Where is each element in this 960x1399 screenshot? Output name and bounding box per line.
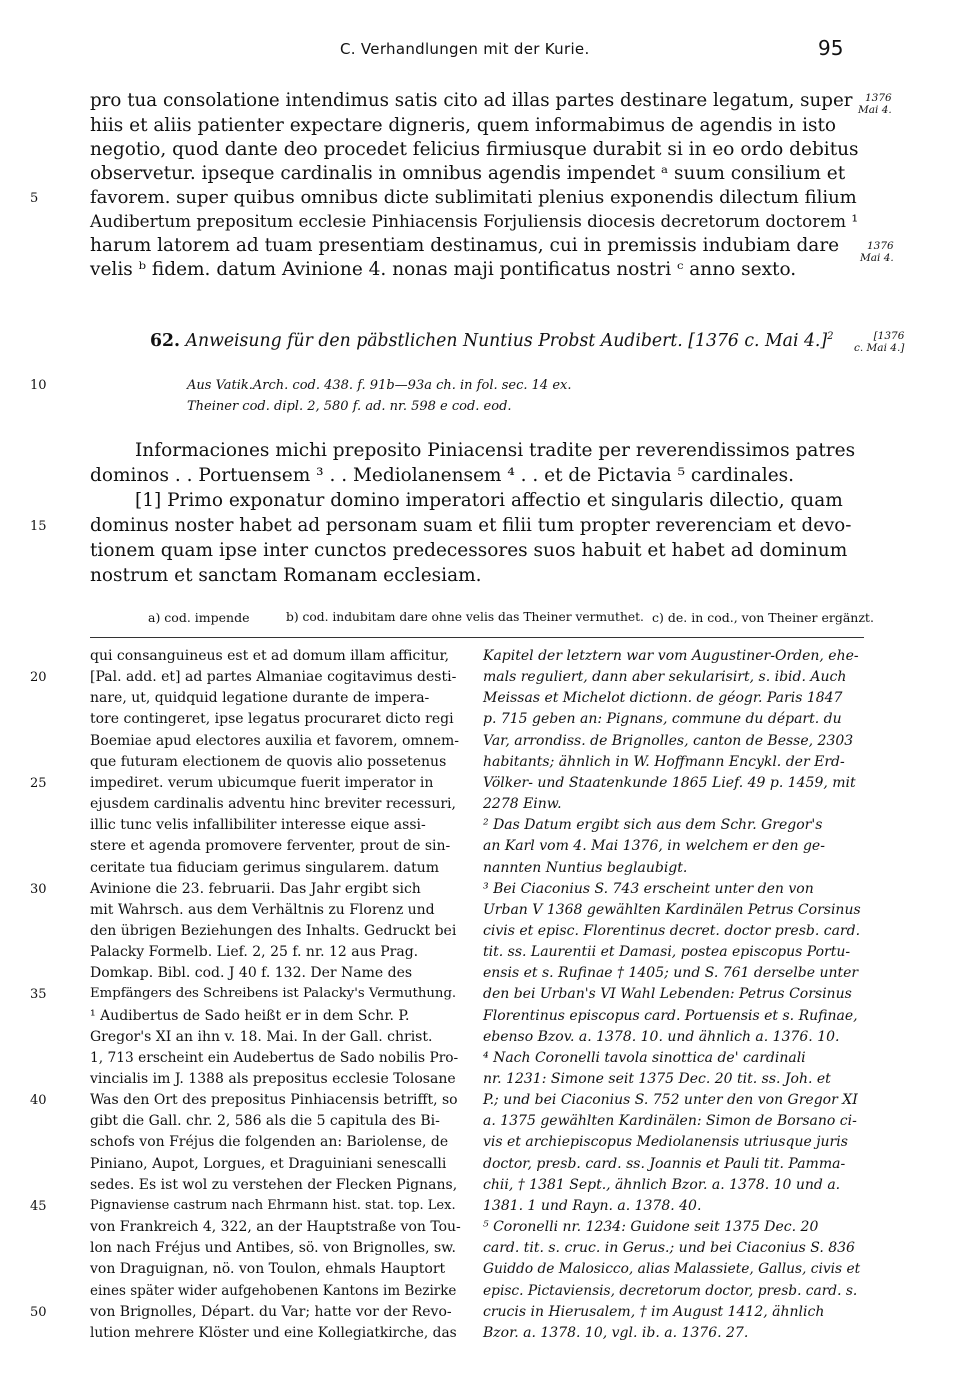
text-line: favorem. super quibus omnibus dicte sublimitati plenius exponendis dilectum filium (90, 187, 857, 208)
footnote-line: Florentinus episcopus card. Portuensis et s. Rufinae, (483, 1007, 858, 1024)
footnote-line: Avinione die 23. februarii. Das Jahr ergibt sich (90, 880, 421, 897)
footnote-line: ebenso Bzov. a. 1378. 10. und ähnlich a. 1376. 10. (483, 1028, 840, 1045)
text-line: negotio, quod dante deo procedet felicius firmiusque durabit si in eo ordo debitus (90, 139, 859, 160)
footnote-line: lon nach Fréjus und Antibes, sö. von Brignolles, sw. (90, 1240, 456, 1257)
footnote-line: crucis in Hierusalem, † im August 1412, ähnlich (483, 1303, 825, 1320)
footnote-line: Bzor. a. 1378. 10, vgl. ib. a. 1376. 27. (483, 1324, 749, 1341)
footnote-line: gibt die Gall. chr. 2, 586 als die 5 capitula des Bi- (90, 1113, 440, 1130)
footnote-line: mals reguliert, dann aber sekularisirt, s. ibid. Auch (483, 669, 847, 686)
document-heading (150, 331, 834, 351)
line-number: 50 (30, 1304, 47, 1320)
text-line: hiis et aliis patienter expectare digneris, quem informabimus de agendis in isto (90, 115, 837, 136)
footnote-line: 1381. 1 und Rayn. a. 1378. 40. (483, 1197, 702, 1214)
document-title: Anweisung für den päbstlichen Nuntius Probst Audibert. [1376 c. Mai 4.] (185, 331, 828, 351)
text-line: dominos . . Portuensem ³ . . Mediolanensem ⁴ . . et de Pictavia ⁵ cardinales. (90, 465, 795, 486)
footnote-line: habitants; ähnlich in W. Hoffmann Encykl. der Erd- (483, 753, 845, 770)
footnote-line: nannten Nuntius beglaubigt. (483, 859, 688, 876)
footnote-line: mit Wahrsch. aus dem Verhältnis zu Florenz und (90, 901, 435, 918)
footnote-line: Gregor's XI an ihn v. 18. Mai. In der Gall. christ. (90, 1028, 433, 1045)
footnote-line: Piniano, Aupot, Lorgues, et Draguiniani senescalli (90, 1155, 447, 1172)
document-number: 62. (150, 331, 181, 351)
footnote-line: ceritate tua fiduciam gerimus singularem. datum (90, 859, 439, 876)
footnote-line: an Karl vom 4. Mai 1376, in welchem er den ge- (483, 838, 825, 855)
footnote-line: den bei Urban's VI Wahl Lebenden: Petrus Corsinus (483, 986, 852, 1003)
margin-date: [1376 c. Mai 4.] (854, 330, 905, 354)
footnote-line: ⁴ Nach Coronelli tavola sinottica de' cardinali (483, 1049, 806, 1066)
footnote-line: ³ Bei Ciaconius S. 743 erscheint unter den von (483, 880, 814, 897)
footnote-line: Var, arrondiss. de Brignolles, canton de Besse, 2303 (483, 732, 854, 749)
footnote-line: [Pal. add. et] ad partes Almaniae cogitavimus desti- (90, 669, 457, 686)
running-title: C. Verhandlungen mit der Kurie. (340, 40, 590, 58)
source-line: Aus Vatik.Arch. cod. 438. f. 91b—93a ch. in fol. sec. 14 ex. (187, 378, 572, 393)
footnote-line: Was den Ort des prepositus Pinhiacensis betrifft, so (90, 1092, 458, 1109)
line-number: 15 (30, 519, 47, 534)
footnote-line: Kapitel der letztern war vom Augustiner-Orden, ehe- (483, 648, 859, 664)
margin-date: 1376 Mai 4. (860, 240, 894, 264)
footnote-line: den übrigen Beziehungen des Inhalts. Gedruckt bei (90, 922, 457, 939)
footnote-ref: 2 (827, 331, 834, 342)
line-number: 30 (30, 881, 47, 897)
variant-note-b: b) cod. indubitam dare ohne velis das Theiner vermuthet. (286, 610, 644, 624)
text-line: pro tua consolatione intendimus satis cito ad illas partes destinare legatum, super (90, 90, 853, 111)
line-number: 20 (30, 670, 47, 686)
footnote-divider (90, 637, 864, 638)
variant-note-c: c) de. in cod., von Theiner ergänzt. (652, 610, 874, 625)
footnote-line: eines später wider aufgehobenen Kantons im Bezirke (90, 1282, 457, 1299)
footnote-line: vis et archiepiscopus Mediolanensis utriusque juris (483, 1134, 848, 1151)
footnote-line: nare, ut, quidquid legatione durante de impera- (90, 690, 430, 707)
footnote-line: Meissas et Michelot dictionn. de géogr. Paris 1847 (483, 690, 843, 707)
page-number: 95 (818, 36, 844, 60)
text-line: harum latorem ad tuam presentiam destinamus, cui in premissis indubiam dare (90, 235, 840, 256)
footnote-line: nr. 1231: Simone seit 1375 Dec. 20 tit. ss. Joh. et (483, 1071, 831, 1087)
text-line: velis ᵇ fidem. datum Avinione 4. nonas maji pontificatus nostri ᶜ anno sexto. (90, 259, 797, 280)
line-number: 35 (30, 987, 47, 1003)
footnote-line: P.; und bei Ciaconius S. 752 unter den von Gregor XI (483, 1092, 858, 1109)
footnote-line: Domkap. Bibl. cod. J 40 f. 132. Der Name des (90, 965, 413, 982)
footnote-line: sedes. Es ist wol zu verstehen der Flecken Pignans, (90, 1176, 458, 1193)
footnote-line: von Draguignan, nö. von Toulon, ehmals Hauptort (90, 1261, 446, 1278)
footnote-line: ¹ Audibertus de Sado heißt er in dem Schr. P. (90, 1007, 410, 1024)
footnote-line: von Brignolles, Départ. du Var; hatte vor der Revo- (90, 1303, 452, 1320)
footnote-line: 1, 713 erscheint ein Audebertus de Sado nobilis Pro- (90, 1049, 459, 1066)
footnote-line: Völker- und Staatenkunde 1865 Lief. 49 p. 1459, mit (483, 774, 856, 791)
footnote-line: vincialis im J. 1388 als prepositus ecclesie Tolosane (90, 1071, 456, 1087)
text-line: observetur. ipseque cardinalis in omnibus agendis impendet ᵃ suum consilium et (90, 163, 846, 184)
footnote-line: ensis et s. Rufinae † 1405; und S. 761 derselbe unter (483, 965, 859, 982)
footnote-line: Pignaviense castrum nach Ehrmann hist. stat. top. Lex. (90, 1197, 456, 1213)
footnote-line: schofs von Fréjus die folgenden an: Bariolense, de (90, 1134, 449, 1151)
source-line: Theiner cod. dipl. 2, 580 f. ad. nr. 598 e cod. eod. (187, 399, 512, 414)
footnote-line: que futuram electionem de quovis alio possetenus (90, 753, 447, 770)
footnote-line: ejusdem cardinalis adventu hinc breviter recessuri, (90, 796, 456, 813)
text-line: tionem quam ipse inter cunctos predecessores suos habuit et habet ad dominum (90, 540, 848, 561)
footnote-line: Palacky Formelb. Lief. 2, 25 f. nr. 12 aus Prag. (90, 944, 419, 961)
footnote-line: 2278 Einw. (483, 796, 562, 813)
footnote-line: lution mehrere Klöster und eine Kollegiatkirche, das (90, 1324, 457, 1341)
footnote-line: impediret. verum ubicumque fuerit imperator in (90, 774, 434, 791)
line-number: 5 (30, 191, 39, 206)
footnote-line: civis et episc. Florentinus decret. doctor presb. card. (483, 922, 861, 939)
footnote-line: Guiddo de Malosicco, alias Malassiete, Gallus, civis et (483, 1261, 861, 1278)
footnote-line: ² Das Datum ergibt sich aus dem Schr. Gregor's (483, 817, 823, 834)
page-header (0, 36, 960, 66)
line-number: 40 (30, 1093, 47, 1109)
footnote-line: von Frankreich 4, 322, an der Hauptstraße von Tou- (90, 1219, 461, 1236)
variant-note-a: a) cod. impende (148, 610, 250, 625)
footnote-line: p. 715 geben an: Pignans, commune du départ. du (483, 711, 842, 728)
footnote-line: Empfängers des Schreibens ist Palacky's Vermuthung. (90, 986, 457, 1002)
text-line: nostrum et sanctam Romanam ecclesiam. (90, 565, 482, 586)
line-number: 45 (30, 1198, 47, 1214)
footnote-line: card. tit. s. cruc. in Gerus.; und bei Ciaconius S. 836 (483, 1240, 855, 1257)
footnote-line: Boemiae apud electores auxilia et favorem, omnem- (90, 732, 460, 749)
footnote-line: stere et agenda promovere ferventer, prout de sin- (90, 838, 451, 855)
text-line: [1] Primo exponatur domino imperatori affectio et singularis dilectio, quam (135, 490, 843, 511)
footnote-line: qui consanguineus est et ad domum illam afficitur, (90, 648, 450, 664)
footnote-line: tit. ss. Laurentii et Damasi, postea episcopus Portu- (483, 944, 851, 961)
line-number: 10 (30, 378, 47, 393)
footnote-line: chii, † 1381 Sept., ähnlich Bzor. a. 1378. 10 und a. (483, 1176, 841, 1193)
footnote-line: doctor, presb. card. ss. Joannis et Pauli tit. Pamma- (483, 1155, 846, 1172)
text-line: dominus noster habet ad personam suam et filii tum propter reverenciam et devo- (90, 515, 852, 536)
footnote-line: tore contingeret, ipse legatus procuraret dicto regi (90, 711, 454, 728)
footnote-line: illic tunc velis infallibiliter interesse eique assi- (90, 817, 426, 834)
footnote-line: episc. Pictaviensis, decretorum doctor, presb. card. s. (483, 1282, 858, 1299)
line-number: 25 (30, 775, 47, 791)
text-line: Audibertum prepositum ecclesie Pinhiacensis Forjuliensis diocesis decretorum doctorem ¹ (90, 211, 859, 231)
footnote-line: ⁵ Coronelli nr. 1234: Guidone seit 1375 Dec. 20 (483, 1219, 819, 1236)
footnote-line: a. 1375 gewählten Kardinälen: Simon de Borsano ci- (483, 1113, 857, 1130)
text-line: Informaciones michi preposito Piniacensi tradite per reverendissimos patres (135, 440, 856, 461)
margin-date: 1376 Mai 4. (858, 92, 892, 116)
footnote-line: Urban V 1368 gewählten Kardinälen Petrus Corsinus (483, 901, 861, 918)
